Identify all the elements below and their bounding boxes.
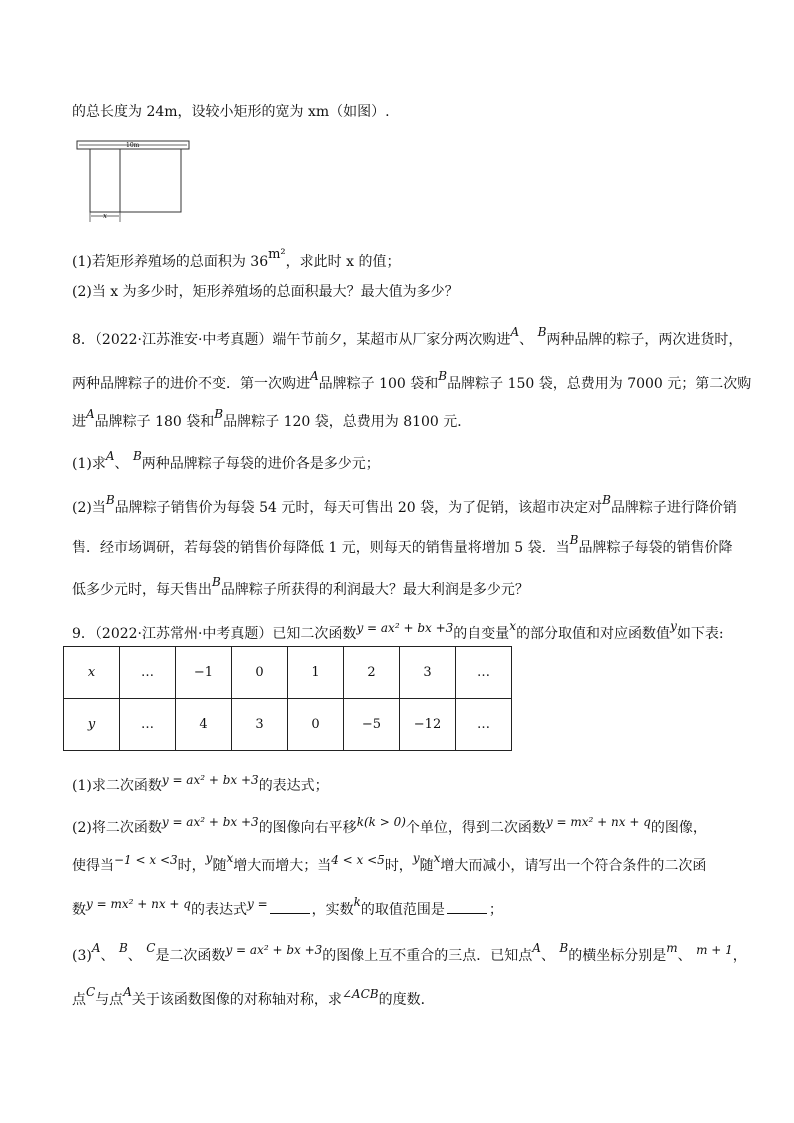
table-cell: −12 bbox=[400, 699, 456, 751]
q9-part2-line3: 数y = mx² + nx + q的表达式y = ，实数k的取值范围是 ； bbox=[72, 895, 503, 918]
table-cell: x bbox=[64, 647, 120, 699]
function-expr: y = ax² + bx +3 bbox=[356, 621, 454, 635]
table-cell: … bbox=[120, 699, 176, 751]
q7-part2: (2)当 x 为多少时，矩形养殖场的总面积最大？最大值为多少？ bbox=[72, 284, 459, 300]
fence-big bbox=[90, 149, 181, 212]
q9-part1: (1)求二次函数y = ax² + bx +3的表达式； bbox=[72, 773, 329, 794]
table-cell: y bbox=[64, 699, 120, 751]
figure-label-10m: 10m bbox=[126, 142, 140, 149]
answer-blank[interactable] bbox=[270, 913, 310, 914]
table-cell: … bbox=[120, 647, 176, 699]
q8-part2-line2: 售．经市场调研，若每袋的销售价每降低 1 元，则每天的销售量将增加 5 袋．当B品牌粽子每袋的销售价降 bbox=[72, 533, 733, 556]
table-cell: −1 bbox=[176, 647, 232, 699]
q9-part2-line1: (2)将二次函数y = ax² + bx +3的图像向右平移k(k > 0)个单位，得到二次函数y = mx² + nx + q的图像， bbox=[72, 815, 707, 836]
q7-part1: (1)若矩形养殖场的总面积为 36m²，求此时 x 的值； bbox=[72, 247, 401, 270]
value-table bbox=[63, 646, 512, 751]
table-cell: 2 bbox=[344, 647, 400, 699]
table-cell: 3 bbox=[232, 699, 288, 751]
q8-line1: 8．（2022·江苏淮安·中考真题）端午节前夕，某超市从厂家分两次购进A、 B两种品牌的粽子，两次进货时， bbox=[72, 325, 743, 348]
q8-part2-line3: 低多少元时，每天售出B品牌粽子所获得的利润最大？最大利润是多少元？ bbox=[72, 575, 529, 598]
table-cell: 4 bbox=[176, 699, 232, 751]
q8-line2: 两种品牌粽子的进价不变．第一次购进A品牌粽子 100 袋和B品牌粽子 150 袋，总费用为 7000 元；第二次购 bbox=[72, 369, 752, 392]
q9-part2-line2: 使得当−1 < x <3时，y随x增大而增大；当4 < x <5时，y随x增大而减小，请写出一个符合条件的二次函 bbox=[72, 851, 707, 874]
q9-line1: 9．（2022·江苏常州·中考真题）已知二次函数y = ax² + bx +3的自变量x的部分取值和对应函数值y如下表: bbox=[72, 619, 724, 642]
answer-blank[interactable] bbox=[447, 913, 487, 914]
q9-part3-line2: 点C与点A关于该函数图像的对称轴对称，求∠ACB的度数． bbox=[72, 985, 435, 1008]
rectangle-figure bbox=[74, 136, 194, 226]
unit-m2: m² bbox=[268, 247, 286, 262]
table-cell: … bbox=[456, 699, 512, 751]
table-cell: 0 bbox=[232, 647, 288, 699]
intro-line: 的总长度为 24m，设较小矩形的宽为 xm（如图）. bbox=[72, 104, 390, 120]
q8-line3: 进A品牌粽子 180 袋和B品牌粽子 120 袋，总费用为 8100 元． bbox=[72, 407, 472, 430]
q8-part1: (1)求A、 B两种品牌粽子每袋的进价各是多少元； bbox=[72, 449, 380, 472]
q9-part3-line1: (3)A、 B、 C是二次函数y = ax² + bx +3的图像上互不重合的三点．已知点A、 B的横坐标分别是m、 m + 1， bbox=[72, 941, 747, 964]
table-cell: −5 bbox=[344, 699, 400, 751]
table-row bbox=[64, 699, 512, 751]
figure-label-x: x bbox=[103, 212, 107, 220]
q8-part2-line1: (2)当B品牌粽子销售价为每袋 54 元时，每天可售出 20 袋，为了促销，该超市决定对B品牌粽子进行降价销 bbox=[72, 493, 737, 516]
table-cell: 0 bbox=[288, 699, 344, 751]
table-cell: 1 bbox=[288, 647, 344, 699]
table-row bbox=[64, 647, 512, 699]
table-cell: 3 bbox=[400, 647, 456, 699]
table-cell: … bbox=[456, 647, 512, 699]
